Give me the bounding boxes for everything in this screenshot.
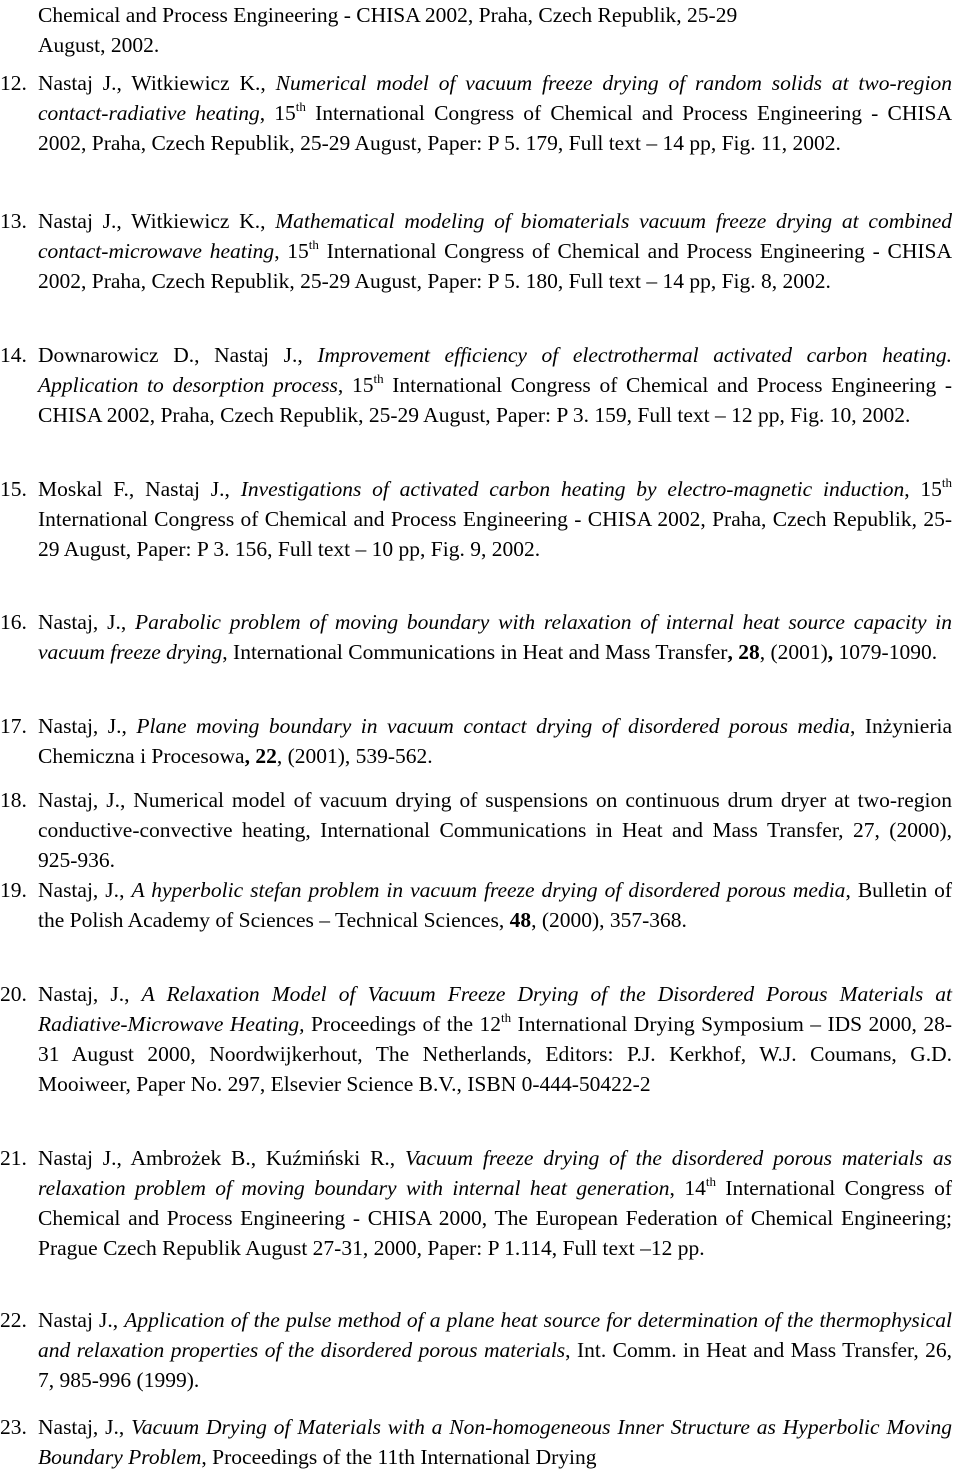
reference-item-16: 16. Nastaj, J., Parabolic problem of moving boundary with relaxation of internal heat source capacity in vacuum freeze drying, International Communications in Heat and Mass Transfer, 28, (2001), 1079-1090. bbox=[0, 607, 952, 667]
reference-number: 14. bbox=[0, 343, 27, 367]
reference-source: International Congress of Chemical and Process Engineering - CHISA 2002, Praha, Czech Republik, 25-29 August, Paper: P 5. 180, Full text – 14 pp, Fig. 8, 2002. bbox=[38, 239, 952, 293]
reference-ordinal: 15 bbox=[287, 239, 309, 263]
reference-item-21: 21. Nastaj J., Ambrożek B., Kuźmiński R., Vacuum freeze drying of the disordered porous materials as relaxation problem of moving boundary with internal heat generation, 14th International Congress of Chemical and Process Engineering - CHISA 2000, The European Federation of Chemical Engineering; Prague Czech Republik August 27-31, 2000, Paper: P 1.114, Full text –12 pp. bbox=[0, 1143, 952, 1263]
reference-year: (2001) bbox=[770, 640, 828, 664]
reference-title: Mathematical modeling of biomaterials vacuum freeze drying at combined contact-microwave heating bbox=[38, 209, 952, 263]
ordinal-suffix: th bbox=[941, 475, 952, 490]
reference-number: 17. bbox=[0, 714, 27, 738]
reference-item-18: 18. Nastaj, J., Numerical model of vacuum drying of suspensions on continuous drum dryer at two-region conductive-convective heating, International Communications in Heat and Mass Transfer, 27, (2000), 925-936. bbox=[0, 785, 952, 875]
ordinal-suffix: th bbox=[308, 237, 319, 252]
reference-number: 16. bbox=[0, 610, 27, 634]
reference-number: 19. bbox=[0, 878, 27, 902]
ordinal-suffix: th bbox=[295, 99, 306, 114]
reference-title: Vacuum freeze drying of the disordered porous materials as relaxation problem of moving boundary with internal heat generation bbox=[38, 1146, 953, 1200]
reference-year-pages: (2001), 539-562. bbox=[287, 744, 433, 768]
reference-volume: 28 bbox=[738, 640, 760, 664]
reference-number: 20. bbox=[0, 982, 27, 1006]
reference-source: International Drying Symposium – IDS 2000, 28-31 August 2000, Noordwijkerhout, The Netherlands, Editors: P.J. Kerkhof, W.J. Coumans, G.D. Mooiweer, Paper No. 297, Elsevier Science B.V., ISBN 0-444-50422-2 bbox=[38, 1012, 952, 1096]
reference-source: International Congress of Chemical and Process Engineering - CHISA 2002, Praha, Czech Republik, 25-29 August, Paper: P 3. 156, Full text – 10 pp, Fig. 9, 2002. bbox=[38, 507, 952, 561]
reference-number: 15. bbox=[0, 477, 27, 501]
reference-title: Parabolic problem of moving boundary with relaxation of internal heat source capacity in vacuum freeze drying bbox=[38, 610, 953, 664]
ordinal-suffix: th bbox=[500, 1010, 512, 1025]
reference-text: Numerical model of vacuum drying of suspensions on continuous drum dryer at two-region conductive-convective heating, International Communications in Heat and Mass Transfer, 27, (2000), 925-936. bbox=[38, 788, 952, 872]
reference-item-20: 20. Nastaj, J., A Relaxation Model of Vacuum Freeze Drying of the Disordered Porous Materials at Radiative-Microwave Heating, Proceedings of the 12th International Drying Symposium – IDS 2000, 28-31 August 2000, Noordwijkerhout, The Netherlands, Editors: P.J. Kerkhof, W.J. Coumans, G.D. Mooiweer, Paper No. 297, Elsevier Science B.V., ISBN 0-444-50422-2 bbox=[0, 979, 952, 1099]
reference-journal: Bulletin of the Polish Academy of Sciences – Technical Sciences bbox=[38, 878, 953, 932]
reference-item-22: 22. Nastaj J., Application of the pulse method of a plane heat source for determination of the thermophysical and relaxation properties of the disordered porous materials, Int. Comm. in Heat and Mass Transfer, 26, 7, 985-996 (1999). bbox=[0, 1305, 952, 1395]
reference-source: Int. Comm. in Heat and Mass Transfer, 26, 7, 985-996 (1999). bbox=[38, 1338, 952, 1392]
reference-pages: 1079-1090. bbox=[838, 640, 938, 664]
reference-authors: Nastaj, J. bbox=[38, 1415, 119, 1439]
reference-authors: Nastaj J. bbox=[38, 1308, 113, 1332]
reference-source: International Congress of Chemical and Process Engineering - CHISA 2002, Praha, Czech Republik, 25-29 August, Paper: P 3. 159, Full text – 12 pp, Fig. 10, 2002. bbox=[38, 373, 953, 427]
reference-ordinal: 15 bbox=[920, 477, 942, 501]
continued-reference bbox=[38, 0, 952, 60]
reference-title: Vacuum Drying of Materials with a Non-homogeneous Inner Structure as Hyperbolic Moving Boundary Problem bbox=[38, 1415, 953, 1469]
reference-source: International Congress of Chemical and Process Engineering - CHISA 2000, The European Federation of Chemical Engineering; Prague Czech Republik August 27-31, 2000, Paper: P 1.114, Full text –12 pp. bbox=[38, 1176, 952, 1260]
reference-item-13: 13. Nastaj J., Witkiewicz K., Mathematical modeling of biomaterials vacuum freeze drying at combined contact-microwave heating, 15th International Congress of Chemical and Process Engineering - CHISA 2002, Praha, Czech Republik, 25-29 August, Paper: P 5. 180, Full text – 14 pp, Fig. 8, 2002. bbox=[0, 206, 952, 296]
reference-authors: Nastaj, J. bbox=[38, 788, 120, 812]
reference-number: 23. bbox=[0, 1415, 27, 1439]
reference-journal: International Communications in Heat and Mass Transfer bbox=[233, 640, 728, 664]
reference-ordinal: 15 bbox=[274, 101, 296, 125]
reference-title: A hyperbolic stefan problem in vacuum freeze drying of disordered porous media bbox=[131, 878, 846, 902]
reference-item-15: 15. Moskal F., Nastaj J., Investigations of activated carbon heating by electro-magnetic induction, 15th International Congress of Chemical and Process Engineering - CHISA 2002, Praha, Czech Republik, 25-29 August, Paper: P 3. 156, Full text – 10 pp, Fig. 9, 2002. bbox=[0, 475, 952, 561]
reference-authors: Nastaj J., Witkiewicz K. bbox=[38, 71, 261, 95]
reference-item-17: 17. Nastaj, J., Plane moving boundary in vacuum contact drying of disordered porous media, Inżynieria Chemiczna i Procesowa, 22, (2001), 539-562. bbox=[0, 711, 952, 771]
reference-authors: Nastaj J., Witkiewicz K. bbox=[38, 209, 261, 233]
reference-proceedings: Proceedings of the 12 bbox=[310, 1012, 501, 1036]
reference-authors: Nastaj, J. bbox=[38, 878, 120, 902]
reference-number: 21. bbox=[0, 1146, 27, 1170]
reference-number: 12. bbox=[0, 71, 27, 95]
reference-title: Investigations of activated carbon heating by electro-magnetic induction bbox=[240, 477, 905, 501]
reference-item-19: 19. Nastaj, J., A hyperbolic stefan problem in vacuum freeze drying of disordered porous media, Bulletin of the Polish Academy of Sciences – Technical Sciences, 48, (2000), 357-368. bbox=[0, 875, 952, 935]
reference-authors: Nastaj J., Ambrożek B., Kuźmiński R. bbox=[38, 1146, 390, 1170]
reference-source: Proceedings of the 11th International Drying bbox=[212, 1445, 597, 1469]
reference-source: International Congress of Chemical and Process Engineering - CHISA 2002, Praha, Czech Republik, 25-29 August, Paper: P 5. 179, Full text – 14 pp, Fig. 11, 2002. bbox=[38, 101, 953, 155]
continued-reference-line-2: August, 2002. bbox=[38, 33, 160, 57]
reference-number: 22. bbox=[0, 1308, 27, 1332]
reference-item-12: 12. Nastaj J., Witkiewicz K., Numerical model of vacuum freeze drying of random solids at two-region contact-radiative heating, 15th International Congress of Chemical and Process Engineering - CHISA 2002, Praha, Czech Republik, 25-29 August, Paper: P 5. 179, Full text – 14 pp, Fig. 11, 2002. bbox=[0, 68, 952, 158]
reference-number: 13. bbox=[0, 209, 27, 233]
reference-authors: Moskal F., Nastaj J. bbox=[38, 477, 225, 501]
reference-authors: Nastaj, J. bbox=[38, 714, 122, 738]
reference-ordinal: 15 bbox=[351, 373, 374, 397]
reference-title: A Relaxation Model of Vacuum Freeze Drying of the Disordered Porous Materials at Radiative-Microwave Heating, bbox=[38, 982, 953, 1036]
reference-title: Numerical model of vacuum freeze drying of random solids at two-region contact-radiative heating bbox=[38, 71, 952, 125]
reference-authors: Nastaj, J. bbox=[38, 610, 121, 634]
reference-number: 18. bbox=[0, 788, 27, 812]
reference-volume: 48 bbox=[509, 908, 532, 932]
reference-volume: 22 bbox=[255, 744, 277, 768]
reference-ordinal: 14 bbox=[684, 1176, 706, 1200]
ordinal-suffix: th bbox=[705, 1174, 716, 1189]
reference-authors: Downarowicz D., Nastaj J. bbox=[38, 343, 298, 367]
reference-journal: Inżynieria Chemiczna i Procesowa bbox=[38, 714, 953, 768]
reference-item-23: 23. Nastaj, J., Vacuum Drying of Materials with a Non-homogeneous Inner Structure as Hyperbolic Moving Boundary Problem, Proceedings of the 11th International Drying bbox=[0, 1412, 952, 1472]
reference-title: Plane moving boundary in vacuum contact drying of disordered porous media bbox=[136, 714, 850, 738]
reference-year-pages: (2000), 357-368. bbox=[541, 908, 687, 932]
reference-title: Improvement efficiency of electrothermal activated carbon heating. Application to desorption process bbox=[38, 343, 952, 397]
continued-reference-line-1: Chemical and Process Engineering - CHISA 2002, Praha, Czech Republik, 25-29 bbox=[38, 3, 738, 27]
reference-authors: Nastaj, J. bbox=[38, 982, 125, 1006]
ordinal-suffix: th bbox=[373, 371, 384, 386]
reference-title: Application of the pulse method of a plane heat source for determination of the thermophysical and relaxation properties of the disordered porous materials bbox=[38, 1308, 953, 1362]
reference-item-14: 14. Downarowicz D., Nastaj J., Improvement efficiency of electrothermal activated carbon heating. Application to desorption process, 15th International Congress of Chemical and Process Engineering - CHISA 2002, Praha, Czech Republik, 25-29 August, Paper: P 3. 159, Full text – 12 pp, Fig. 10, 2002. bbox=[0, 340, 952, 430]
